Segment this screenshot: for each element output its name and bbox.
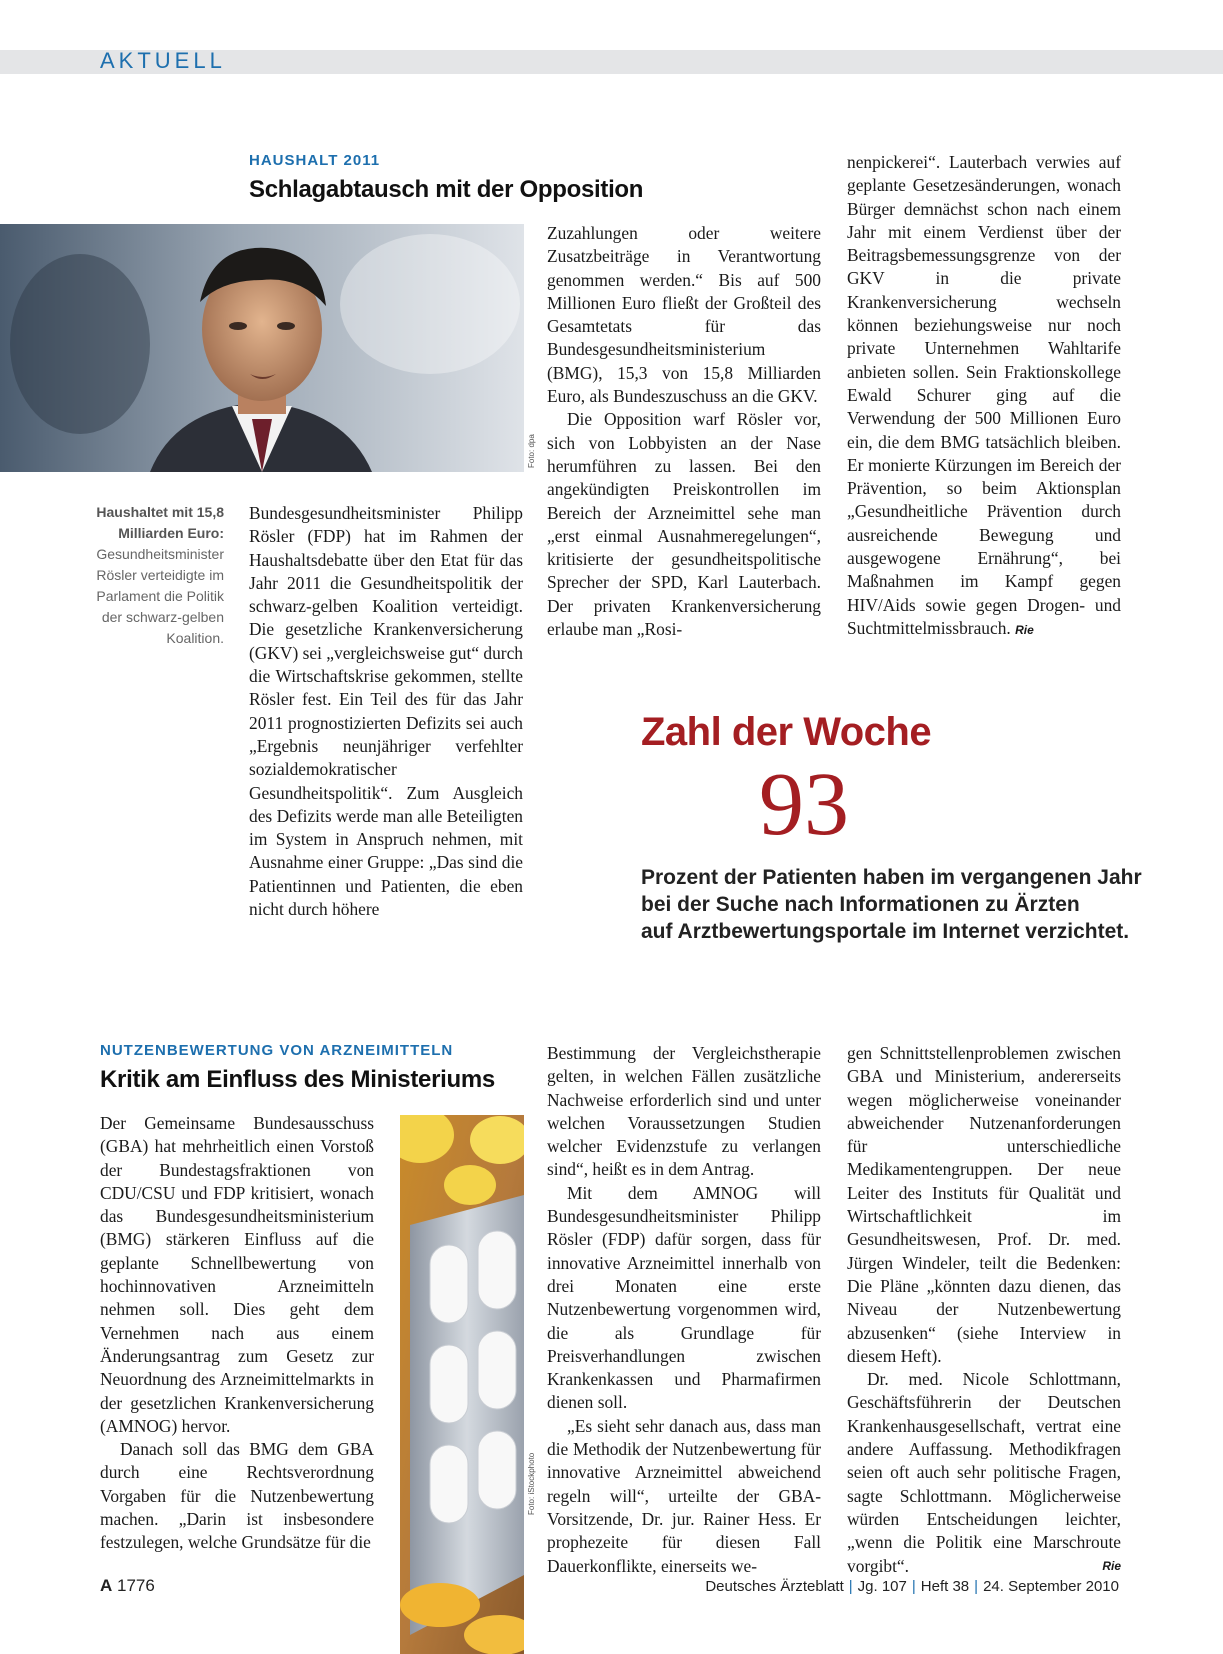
paragraph: Zuzahlungen oder weitere Zusatzbeiträge in Verantwortung genommen werden.“ Bis auf 500 Millionen Euro fließt der Großteil des Gesamtetats für das Bundesgesundheitsministerium (BMG), 15,3 von 15,8 Milliarden Euro, als Bundeszuschuss an die GKV.: [547, 223, 821, 407]
author-signature: Rie: [1015, 622, 1034, 637]
journal-name: Deutsches Ärzteblatt: [705, 1578, 844, 1595]
zahl-der-woche-number: 93: [759, 755, 849, 854]
article1-column-1: [249, 502, 523, 921]
page-prefix: A: [100, 1576, 113, 1595]
article2-column-1: [100, 1112, 374, 1555]
separator: |: [974, 1578, 979, 1595]
paragraph: „Es sieht sehr danach aus, dass man die Methodik der Nutzenbewertung für innovative Arzneimittel abweichend regeln will“, urteilte der GBA-Vorsitzende, Dr. jur. Rainer Hess. Er prophezeite für diesen Fall Dauerkonflikte, einerseits we-: [547, 1415, 821, 1576]
zahl-der-woche-title: Zahl der Woche: [641, 710, 932, 754]
article2-photo-credit: Foto: iStockphoto: [527, 1452, 536, 1515]
paragraph: gen Schnittstellenproblemen zwischen GBA und Ministerium, andererseits wegen möglicherweise voneinander abweichender Nutzenanforderungen für unterschiedliche Medikamentengruppen. Der neue Leiter des Instituts für Qualität und Wirtschaftlichkeit im Gesundheitswesen, Prof. Dr. med. Jürgen Windeler, teilt die Bedenken: Die Pläne „könnten dazu dienen, das Niveau der Nutzenbewertung abzusenken“ (siehe Interview in diesem Heft).: [847, 1043, 1121, 1366]
article1-headline: Schlagabtausch mit der Opposition: [249, 176, 644, 203]
paragraph-text: Dr. med. Nicole Schlottmann, Geschäftsführerin der Deutschen Krankenhausgesellschaft, vertrat eine andere Auffassung. Methodikfragen seien oft auch sehr politische Fragen, sagte Schlottmann. Möglicherweise würden Entscheidungen leichter, „wenn die Politik eine Marschroute vorgibt“.: [847, 1369, 1121, 1576]
article2-column-2: [547, 1042, 821, 1578]
portrait-illustration: [0, 224, 524, 472]
paragraph-text: nenpickerei“. Lauterbach verwies auf geplante Gesetzesänderungen, wonach Bürger demnächst schon nach einem Jahr mit einem Verdienst über der Beitragsbemessungsgrenze von der GKV in die private Krankenversicherung wechseln können beziehungsweise nur noch private Unternehmen Wahltarife anbieten sollen. Sein Fraktionskollege Ewald Schurer ging auf die Verwendung der 500 Millionen Euro ein, die dem BMG tatsächlich bleiben. Er monierte Kürzungen im Bereich der Prävention, so beim Aktionsplan „Gesundheitliche Prävention durch ausreichende Bewegung und ausgewogene Ernährung“, bei Maßnahmen im Kampf gegen HIV/Aids sowie gegen Drogen- und Suchtmittelmissbrauch.: [847, 152, 1121, 638]
journal-info: [705, 1578, 1119, 1595]
article1-photo-credit: Foto: dpa: [527, 434, 536, 468]
journal-issue: Heft 38: [920, 1578, 970, 1595]
zahl-der-woche-line: Prozent der Patienten haben im vergangenen Jahr: [641, 866, 1142, 889]
caption-text: Gesundheitsminister Rösler verteidigte im Parlament die Politik der schwarz-gelben Koalition.: [96, 546, 224, 646]
journal-volume: Jg. 107: [857, 1578, 907, 1595]
page-number: [100, 1576, 155, 1596]
paragraph: [847, 151, 1121, 642]
paragraph: Danach soll das BMG dem GBA durch eine Rechtsverordnung Vorgaben für die Nutzenbewertung machen. „Darin ist insbesondere festzulegen, welche Grundsätze für die: [100, 1439, 374, 1553]
article1-photo: [0, 224, 524, 472]
separator: |: [848, 1578, 853, 1595]
separator: |: [911, 1578, 916, 1595]
article1-column-3: [847, 151, 1121, 642]
article2-kicker: NUTZENBEWERTUNG VON ARZNEIMITTELN: [100, 1042, 454, 1059]
article1-column-2: [547, 222, 821, 641]
article1-caption: [96, 502, 224, 649]
page-number-value: 1776: [117, 1576, 155, 1595]
journal-date: 24. September 2010: [983, 1578, 1119, 1595]
caption-bold: Haushaltet mit 15,8 Milliarden Euro:: [96, 504, 224, 541]
zahl-der-woche-text: [641, 864, 1161, 945]
paragraph: [847, 1368, 1121, 1578]
paragraph: Bundesgesundheitsminister Philipp Rösler (FDP) hat im Rahmen der Haushaltsdebatte über den Etat für das Jahr 2011 die Gesundheitspolitik der schwarz-gelben Koalition verteidigt. Die gesetzliche Krankenversicherung (GKV) sei „vergleichsweise gut“ durch die Wirtschaftskrise gekommen, stellte Rösler fest. Ein Teil des für das Jahr 2011 prognostizierten Defizits sei auch „Ergebnis neunjähriger verfehlter sozialdemokratischer Gesundheitspolitik“. Zum Ausgleich des Defizits werde man alle Beteiligten im System in Anspruch nehmen, mit Ausnahme einer Gruppe: „Das sind die Patientinnen und Patienten, die eben nicht durch höhere: [249, 503, 523, 920]
author-signature: Rie: [1102, 1558, 1121, 1573]
paragraph: Der Gemeinsame Bundesausschuss (GBA) hat mehrheitlich einen Vorstoß der Bundestagsfraktionen von CDU/CSU und FDP kritisiert, wonach das Bundesgesundheitsministerium (BMG) stärkeren Einfluss auf die geplante Schnellbewertung von hochinnovativen Arzneimitteln nehmen soll. Dies geht dem Vernehmen nach aus einem Änderungsantrag zum Gesetz zur Neuordnung des Arzneimittelmarkts in der gesetzlichen Krankenversicherung (AMNOG) hervor.: [100, 1113, 374, 1436]
paragraph: Die Opposition warf Rösler vor, sich von Lobbyisten an der Nase herumführen zu lassen. Bei den angekündigten Preiskontrollen im Bereich der Arzneimittel sehe man „erst einmal Ausnahmeregelungen“, kritisierte der gesundheitspolitische Sprecher der SPD, Karl Lauterbach. Der privaten Krankenversicherung erlaube man „Rosi-: [547, 409, 821, 640]
section-label: AKTUELL: [100, 48, 226, 73]
zahl-der-woche-line: bei der Suche nach Informationen zu Ärzten: [641, 893, 1080, 916]
article2-column-3: [847, 1042, 1121, 1578]
article1-kicker: HAUSHALT 2011: [249, 152, 381, 169]
paragraph: Mit dem AMNOG will Bundesgesundheitsminister Philipp Rösler (FDP) dafür sorgen, dass für innovative Arzneimittel innerhalb von drei Monaten eine erste Nutzenbewertung vorgenommen wird, die als Grundlage für Preisverhandlungen zwischen Krankenkassen und Pharmafirmen dienen soll.: [547, 1182, 821, 1413]
article2-headline: Kritik am Einfluss des Ministeriums: [100, 1066, 495, 1093]
pills-illustration: [400, 1115, 524, 1654]
article2-photo: [400, 1115, 524, 1654]
paragraph: Bestimmung der Vergleichstherapie gelten, in welchen Fällen zusätzliche Nachweise erforderlich sind und unter welchen Voraussetzungen Studien welcher Evidenzstufe zu verlangen sind“, heißt es in dem Antrag.: [547, 1043, 821, 1180]
zahl-der-woche-line: auf Arztbewertungsportale im Internet verzichtet.: [641, 920, 1130, 943]
